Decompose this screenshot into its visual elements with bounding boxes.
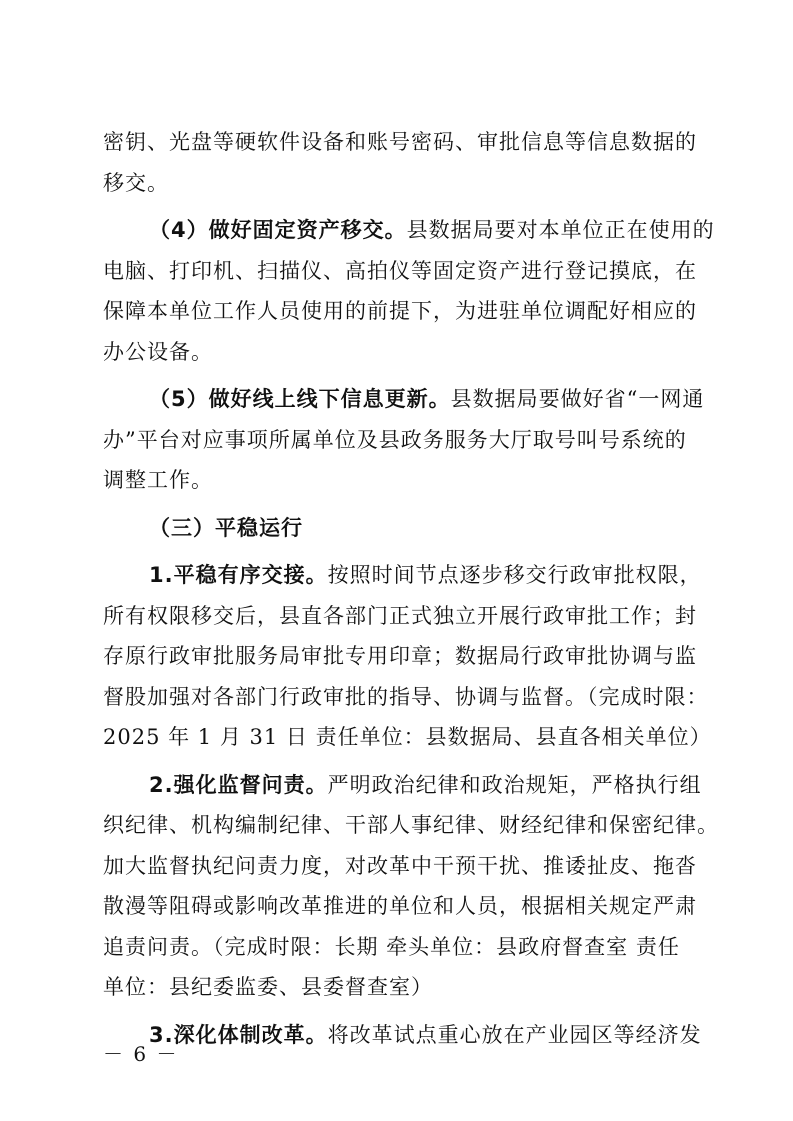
paragraph-data-handover-continued [103, 122, 697, 203]
paragraph-heading: 1.平稳有序交接。 [149, 563, 328, 587]
text-line: 织纪律、机构编制纪律、干部人事纪律、财经纪律和保密纪律。 [103, 813, 719, 837]
page-number: － 6 － [103, 1042, 179, 1066]
paragraph-orderly-handover [103, 555, 712, 758]
text-line: 散漫等阻碍或影响改革推进的单位和人员，根据相关规定严肃 [103, 894, 697, 918]
text-line [103, 210, 715, 251]
document-body [103, 122, 719, 1055]
paragraph-reform [103, 1015, 702, 1056]
text-line: 存原行政审批服务局审批专用印章；数据局行政审批协调与监 [103, 644, 697, 668]
text-span: 县数据局要对本单位正在使用的 [406, 218, 715, 242]
text-line: 保障本单位工作人员使用的前提下，为进驻单位调配好相应的 [103, 299, 697, 323]
text-line: 追责问责。（完成时限：长期 牵头单位：县政府督查室 责任 [103, 934, 680, 959]
text-line: 2025 年 1 月 31 日 责任单位：县数据局、县直各相关单位） [103, 725, 712, 749]
paragraph-fixed-assets [103, 210, 715, 372]
section-heading [103, 508, 693, 549]
text-line [103, 765, 702, 806]
text-line: 办”平台对应事项所属单位及县政务服务大厅取号叫号系统的 [103, 427, 687, 452]
paragraph-heading: 3.深化体制改革。 [149, 1022, 328, 1047]
text-line: 办公设备。 [103, 339, 213, 364]
text-span: 县数据局要做好省“一网通 [450, 387, 705, 411]
text-line: 调整工作。 [103, 468, 213, 492]
text-line: 加大监督执纪问责力度，对改革中干预干扰、推诿扯皮、拖沓 [103, 853, 697, 878]
paragraph-heading: （4）做好固定资产移交。 [149, 218, 407, 242]
paragraph-heading: （5）做好线上线下信息更新。 [149, 387, 451, 411]
text-line: 电脑、打印机、扫描仪、高拍仪等固定资产进行登记摸底，在 [103, 258, 697, 283]
text-line: 所有权限移交后，县直各部门正式独立开展行政审批工作；封 [103, 603, 697, 628]
paragraph-supervision [103, 765, 719, 1008]
text-line [103, 1015, 702, 1056]
text-span: 严明政治纪律和政治规矩，严格执行组 [327, 772, 702, 797]
paragraph-info-update [103, 379, 705, 501]
text-line: 密钥、光盘等硬软件设备和账号密码、审批信息等信息数据的 [103, 130, 697, 154]
text-line: 单位：县纪委监委、县委督查室） [103, 975, 433, 999]
section-title: （三）平稳运行 [149, 515, 303, 540]
text-line: 督股加强对各部门行政审批的指导、协调与监督。（完成时限： [103, 684, 709, 709]
text-span: 将改革试点重心放在产业园区等经济发 [327, 1022, 702, 1047]
text-span: 按照时间节点逐步移交行政审批权限， [327, 563, 702, 587]
text-line [103, 379, 705, 420]
paragraph-heading: 2.强化监督问责。 [149, 772, 328, 797]
text-line [103, 555, 702, 596]
text-line: 移交。 [103, 170, 169, 195]
